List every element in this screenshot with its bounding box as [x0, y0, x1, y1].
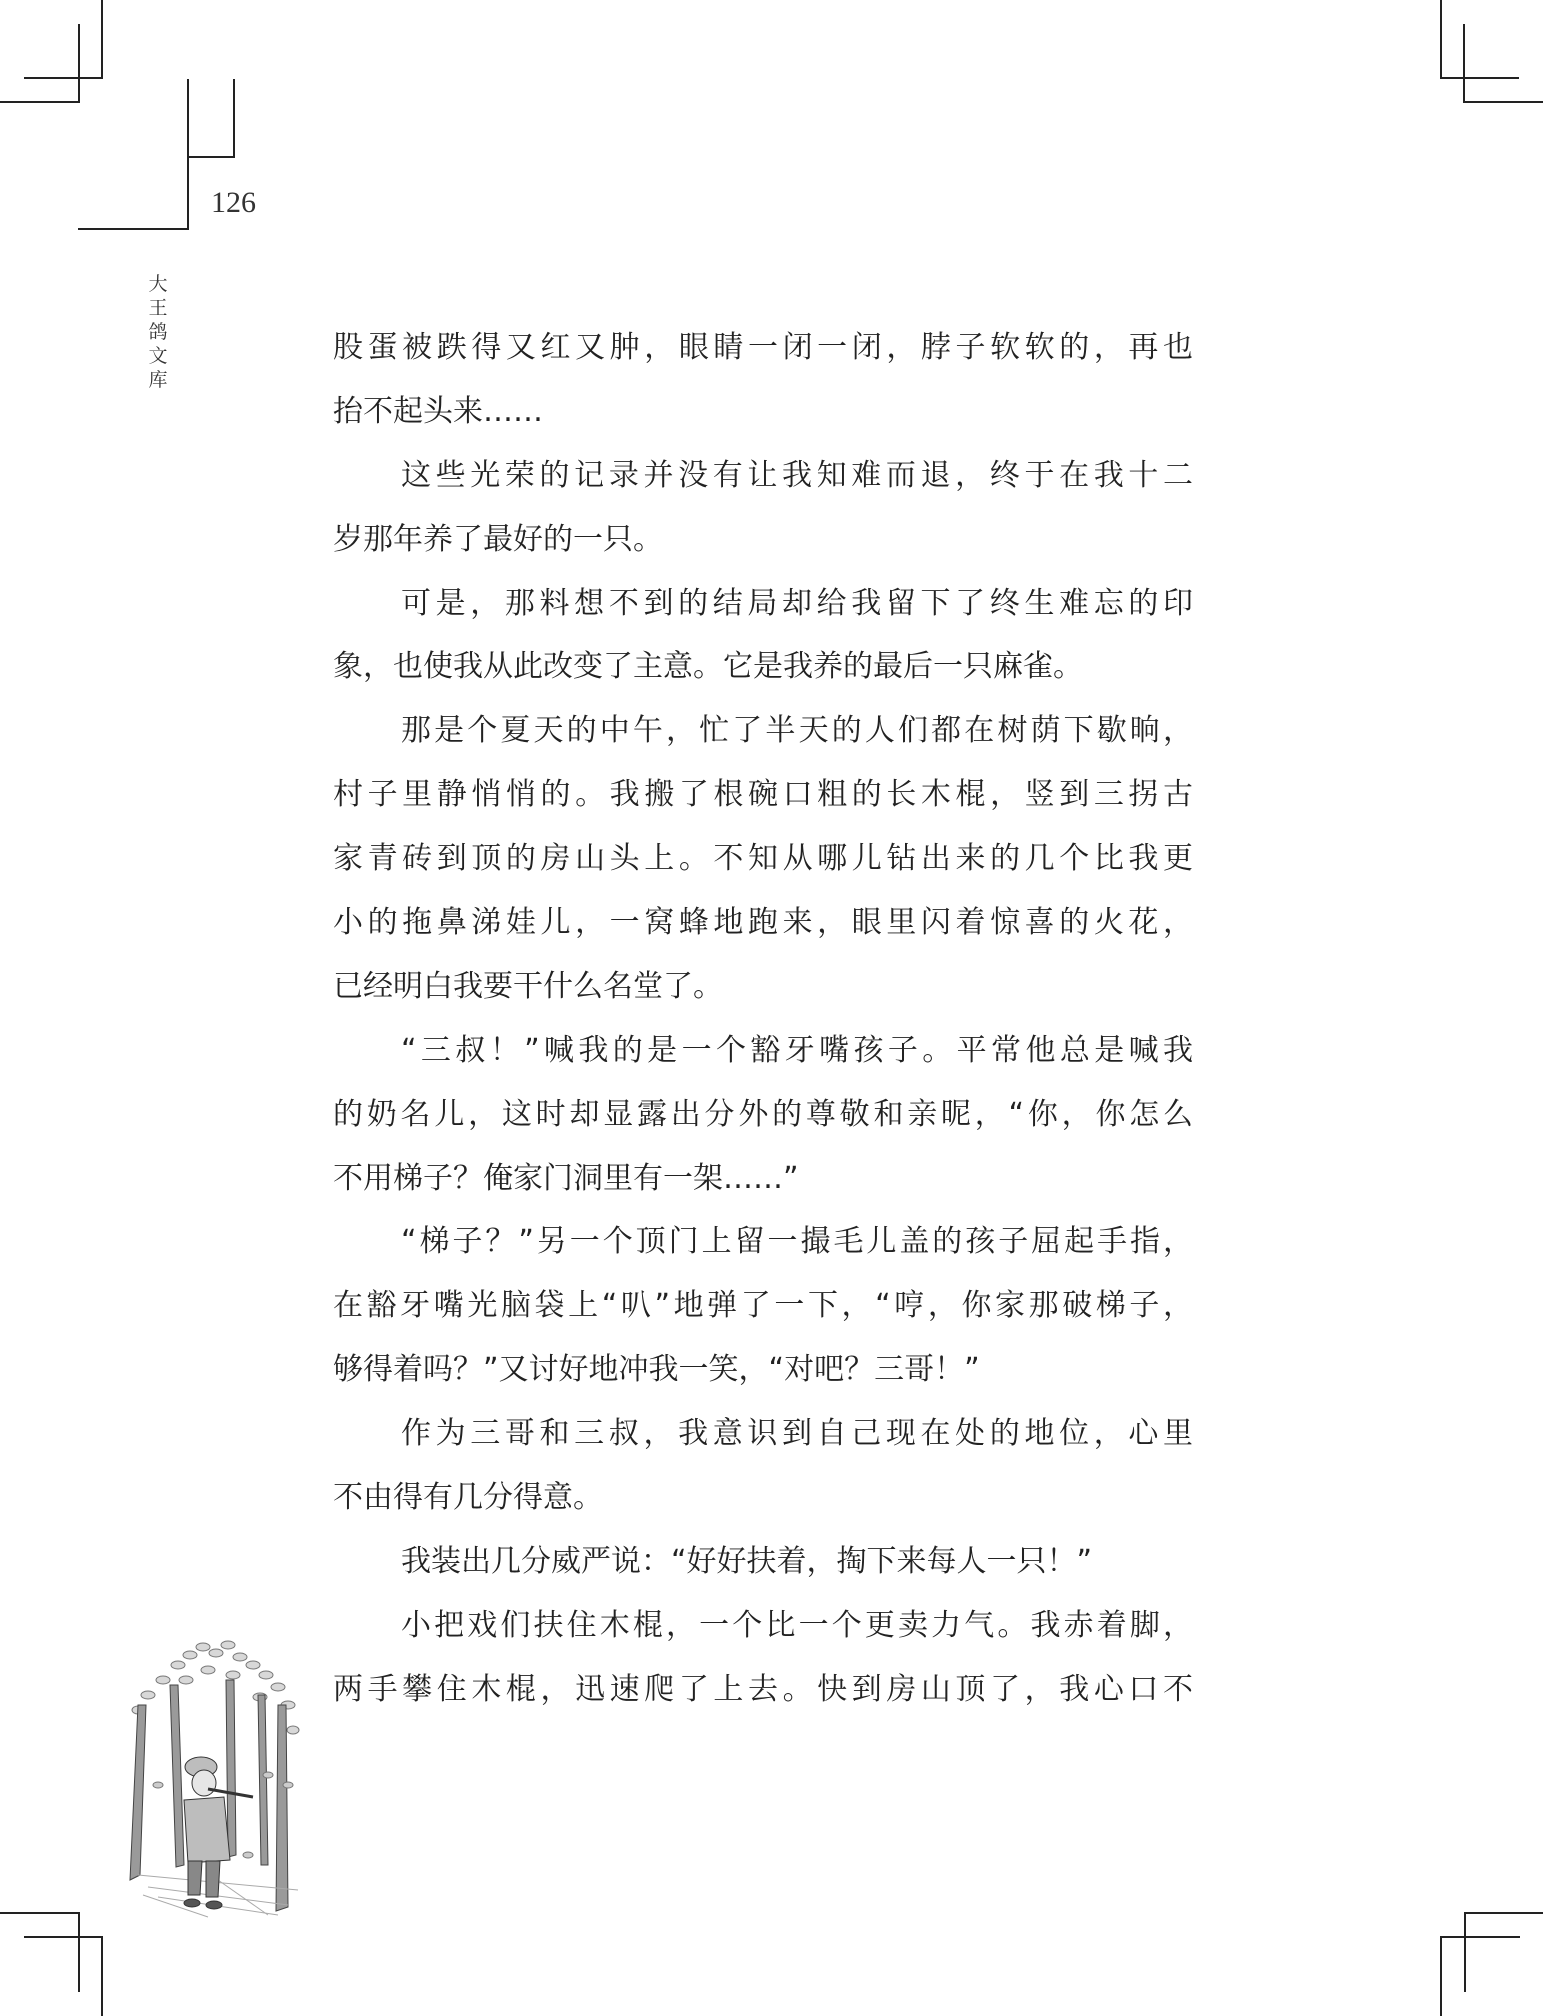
text-line: “梯子？”另一个顶门上留一撮毛儿盖的孩子屈起手指， [401, 1224, 1193, 1260]
text-line: 的奶名儿，这时却显露出分外的尊敬和亲昵，“你，你怎么 [333, 1096, 1193, 1132]
series-title: 大王鸽文库 [148, 273, 168, 391]
crop-mark-top-right-v1 [1440, 0, 1442, 79]
text-line: 村子里静悄悄的。我搬了根碗口粗的长木棍，竖到三拐古 [333, 777, 1193, 813]
text-line: 小把戏们扶住木棍，一个比一个更卖力气。我赤着脚， [401, 1607, 1193, 1643]
folio-bracket-bottom [78, 228, 189, 230]
text-line: 够得着吗？”又讨好地冲我一笑，“对吧？三哥！” [333, 1352, 980, 1388]
text-line: 作为三哥和三叔，我意识到自己现在处的地位，心里 [401, 1416, 1193, 1452]
crop-mark-top-right-v2 [1463, 24, 1465, 103]
crop-mark-bottom-right-h2 [1440, 1936, 1520, 1938]
body-text [333, 316, 1193, 1722]
text-line: 小的拖鼻涕娃儿，一窝蜂地跑来，眼里闪着惊喜的火花， [333, 905, 1193, 941]
crop-mark-bottom-left-h2 [24, 1936, 103, 1938]
crop-mark-bottom-right-h1 [1464, 1912, 1543, 1914]
text-line: 在豁牙嘴光脑袋上“叭”地弹了一下，“哼，你家那破梯子， [333, 1288, 1193, 1324]
text-line: 可是，那料想不到的结局却给我留下了终生难忘的印 [401, 585, 1193, 621]
text-line: 家青砖到顶的房山头上。不知从哪儿钻出来的几个比我更 [333, 841, 1193, 877]
crop-mark-top-right-h1 [1440, 77, 1519, 79]
text-line: 这些光荣的记录并没有让我知难而退，终于在我十二 [401, 457, 1193, 493]
folio-bracket-right [233, 79, 235, 158]
crop-mark-bottom-left-v1 [78, 1912, 80, 1992]
text-line: “三叔！”喊我的是一个豁牙嘴孩子。平常他总是喊我 [401, 1032, 1193, 1068]
text-line: 象，也使我从此改变了主意。它是我养的最后一只麻雀。 [333, 649, 1083, 685]
text-line: 两手攀住木棍，迅速爬了上去。快到房山顶了，我心口不 [333, 1671, 1193, 1707]
text-line: 不用梯子？俺家门洞里有一架……” [333, 1160, 799, 1196]
text-line: 岁那年养了最好的一只。 [333, 521, 663, 557]
crop-mark-top-right-h2 [1463, 101, 1543, 103]
page-number: 126 [211, 186, 256, 219]
text-line: 股蛋被跌得又红又肿，眼睛一闭一闭，脖子软软的，再也 [333, 330, 1193, 365]
folio-bracket-mid [187, 156, 235, 158]
crop-mark-bottom-right-v2 [1440, 1936, 1442, 2016]
crop-mark-top-left-h1 [24, 77, 103, 79]
text-line: 我装出几分威严说：“好好扶着，掏下来每人一只！” [401, 1543, 1093, 1579]
crop-mark-bottom-left-h1 [0, 1912, 80, 1914]
crop-mark-top-left-v2 [78, 24, 80, 103]
crop-mark-top-left-v1 [101, 0, 103, 79]
text-line: 已经明白我要干什么名堂了。 [333, 968, 723, 1004]
crop-mark-top-left-h2 [0, 101, 80, 103]
illustration-boy-flute-forest [118, 1625, 313, 1925]
text-line: 那是个夏天的中午，忙了半天的人们都在树荫下歇晌， [401, 713, 1193, 749]
text-line: 不由得有几分得意。 [333, 1480, 603, 1516]
forest-sketch-icon [118, 1625, 313, 1925]
text-line: 抬不起头来…… [333, 393, 543, 429]
crop-mark-bottom-right-v1 [1464, 1912, 1466, 1992]
crop-mark-bottom-left-v2 [101, 1936, 103, 2016]
folio-bracket-left [187, 79, 189, 230]
